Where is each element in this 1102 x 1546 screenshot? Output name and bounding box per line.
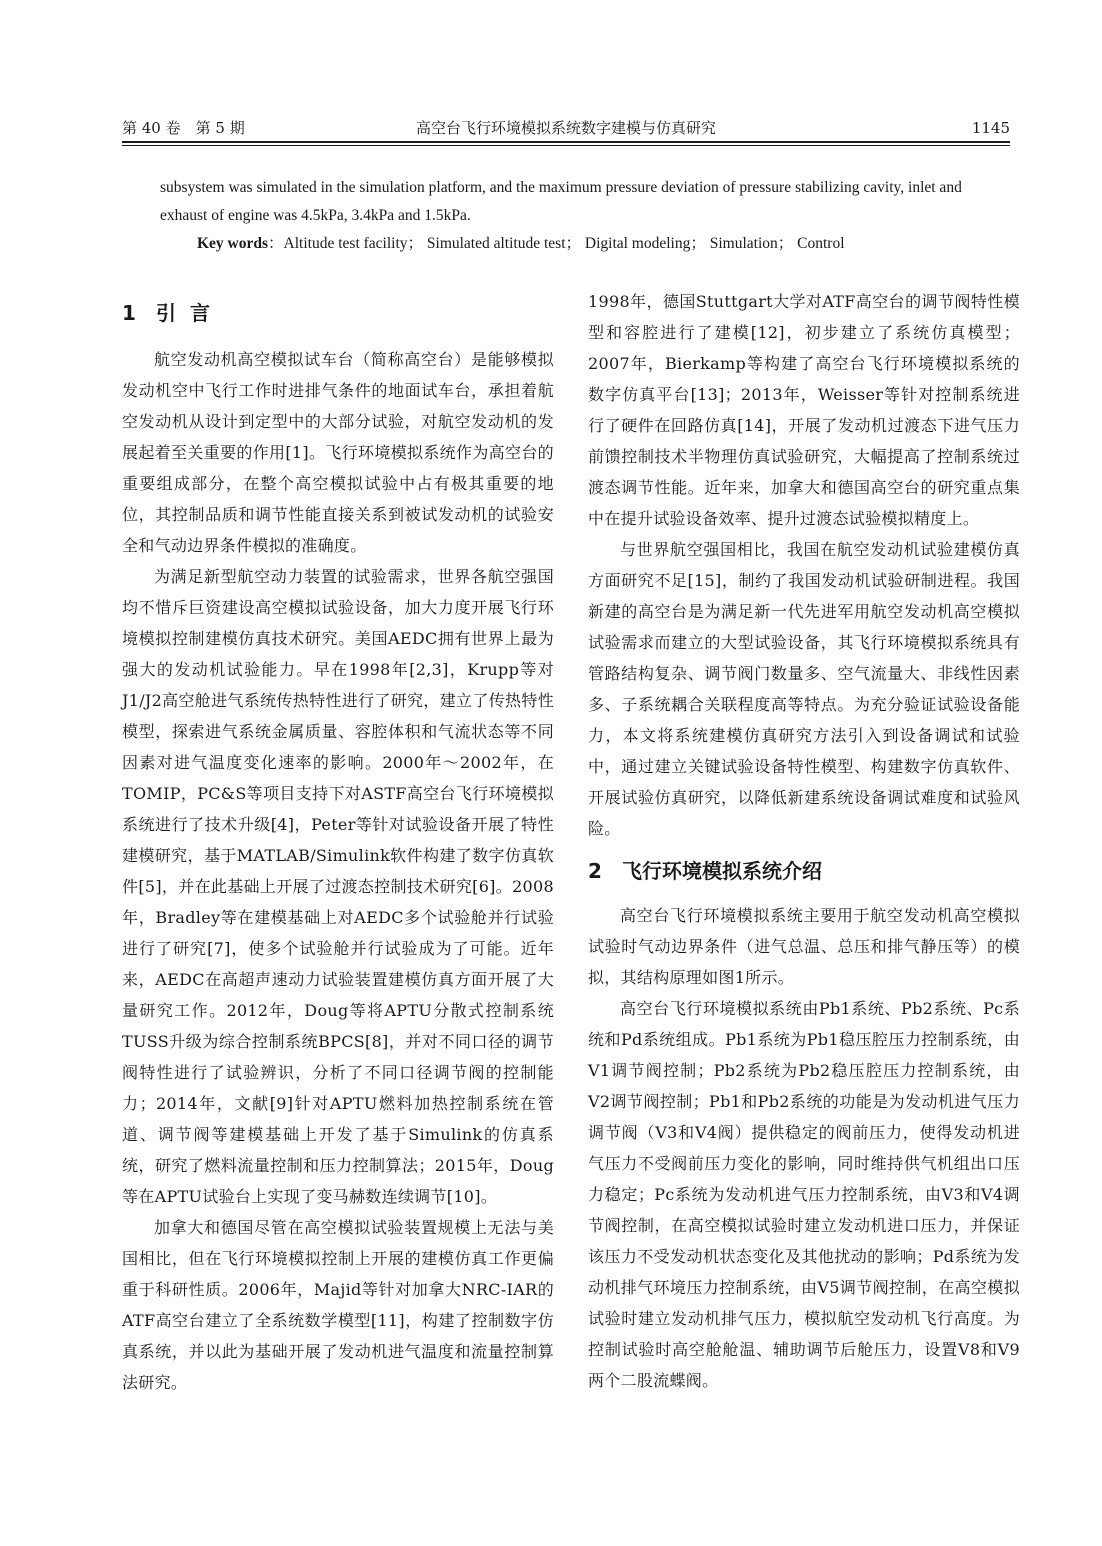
header-rule-thick (122, 141, 1010, 143)
section-2-title: 飞行环境模拟系统介绍 (622, 859, 822, 883)
section-1-title: 引言 (156, 301, 224, 325)
right-column (588, 286, 1020, 1396)
section-2-number: 2 (588, 859, 602, 883)
page-number: 1145 (971, 119, 1010, 137)
section-1-paragraph-3: 加拿大和德国尽管在高空模拟试验装置规模上无法与美国相比，但在飞行环境模拟控制上开展的建模仿真工作更偏重于科研性质。2006年，Majid等针对加拿大NRC-IAR的ATF高空台建立了全系统数学模型[11]，构建了控制数字仿真系统，并以此为基础开展了发动机进气温度和流量控制算法研究。 (122, 1218, 554, 1392)
running-header (122, 118, 1010, 140)
section-1-number: 1 (122, 301, 136, 325)
running-title: 高空台飞行环境模拟系统数字建模与仿真研究 (415, 119, 716, 137)
english-abstract (160, 174, 990, 258)
section-1-paragraph-1: 航空发动机高空模拟试车台（简称高空台）是能够模拟发动机空中飞行工作时进排气条件的地面试车台，承担着航空发动机从设计到定型中的大部分试验，对航空发动机的发展起着至关重要的作用[1]。飞行环境模拟系统作为高空台的重要组成部分，在整个高空模拟试验中占有极其重要的地位，其控制品质和调节性能直接关系到被试发动机的试验安全和气动边界条件模拟的准确度。 (122, 350, 554, 555)
section-2-heading (588, 854, 1020, 888)
section-1-paragraph-4: 与世界航空强国相比，我国在航空发动机试验建模仿真方面研究不足[15]，制约了我国发动机试验研制进程。我国新建的高空台是为满足新一代先进军用航空发动机高空模拟试验需求而建立的大型试验设备，其飞行环境模拟系统具有管路结构复杂、调节阀门数量多、空气流量大、非线性因素多、子系统耦合关联程度高等特点。为充分验证试验设备能力，本文将系统建模仿真研究方法引入到设备调试和试验中，通过建立关键试验设备特性模型、构建数字仿真软件、开展试验仿真研究，以降低新建系统设备调试难度和试验风险。 (588, 540, 1020, 838)
section-1-heading (122, 296, 554, 330)
header-rule-thin (122, 145, 1010, 146)
keywords-label: Key words (197, 235, 269, 252)
section-2-paragraph-1: 高空台飞行环境模拟系统主要用于航空发动机高空模拟试验时气动边界条件（进气总温、总压和排气静压等）的模拟，其结构原理如图1所示。 (588, 906, 1020, 987)
keywords-line (197, 230, 990, 258)
section-2-paragraph-2: 高空台飞行环境模拟系统由Pb1系统、Pb2系统、Pc系统和Pd系统组成。Pb1系统为Pb1稳压腔压力控制系统，由V1调节阀控制；Pb2系统为Pb2稳压腔压力控制系统，由V2调节阀控制；Pb1和Pb2系统的功能是为发动机进气压力调节阀（V3和V4阀）提供稳定的阀前压力，使得发动机进气压力不受阀前压力变化的影响，同时维持供气机组出口压力稳定；Pc系统为发动机进气压力控制系统，由V3和V4调节阀控制，在高空模拟试验时建立发动机进口压力，并保证该压力不受发动机状态变化及其他扰动的影响；Pd系统为发动机排气环境压力控制系统，由V5调节阀控制，在高空模拟试验时建立发动机排气压力，模拟航空发动机飞行高度。为控制试验时高空舱舱温、辅助调节后舱压力，设置V8和V9两个二股流蝶阀。 (588, 999, 1020, 1390)
section-1-paragraph-3-continued: 1998年，德国Stuttgart大学对ATF高空台的调节阀特性模型和容腔进行了建模[12]，初步建立了系统仿真模型；2007年，Bierkamp等构建了高空台飞行环境模拟系统的数字仿真平台[13]；2013年，Weisser等针对控制系统进行了硬件在回路仿真[14]，开展了发动机过渡态下进气压力前馈控制技术半物理仿真试验研究，大幅提高了控制系统过渡态调节性能。近年来，加拿大和德国高空台的研究重点集中在提升试验设备效率、提升过渡态试验模拟精度上。 (588, 292, 1020, 528)
abstract-continuation: subsystem was simulated in the simulation platform, and the maximum pressure deviation of pressure stabilizing cavity, inlet and exhaust of engine was 4.5kPa, 3.4kPa and 1.5kPa. (160, 179, 962, 224)
keywords-text: ：Altitude test facility； Simulated altitude test； Digital modeling； Simulation； Control (268, 235, 845, 252)
volume-issue: 第 40 卷 第 5 期 (122, 119, 245, 137)
section-1-paragraph-2: 为满足新型航空动力装置的试验需求，世界各航空强国均不惜斥巨资建设高空模拟试验设备，加大力度开展飞行环境模拟控制建模仿真技术研究。美国AEDC拥有世界上最为强大的发动机试验能力。早在1998年[2,3]，Krupp等对J1/J2高空舱进气系统传热特性进行了研究，建立了传热特性模型，探索进气系统金属质量、容腔体积和气流状态等不同因素对进气温度变化速率的影响。2000年～2002年，在TOMIP，PC&S等项目支持下对ASTF高空台飞行环境模拟系统进行了技术升级[4]，Peter等针对试验设备开展了特性建模研究，基于MATLAB/Simulink软件构建了数字仿真软件[5]，并在此基础上开展了过渡态控制技术研究[6]。2008年，Bradley等在建模基础上对AEDC多个试验舱并行试验进行了研究[7]，使多个试验舱并行试验成为了可能。近年来，AEDC在高超声速动力试验装置建模仿真方面开展了大量研究工作。2012年，Doug等将APTU分散式控制系统TUSS升级为综合控制系统BPCS[8]，并对不同口径的调节阀特性进行了试验辨识，分析了不同口径调节阀的控制能力；2014年，文献[9]针对APTU燃料加热控制系统在管道、调节阀等建模基础上开发了基于Simulink的仿真系统，研究了燃料流量控制和压力控制算法；2015年，Doug等在APTU试验台上实现了变马赫数连续调节[10]。 (122, 567, 554, 1206)
left-column (122, 288, 554, 1398)
